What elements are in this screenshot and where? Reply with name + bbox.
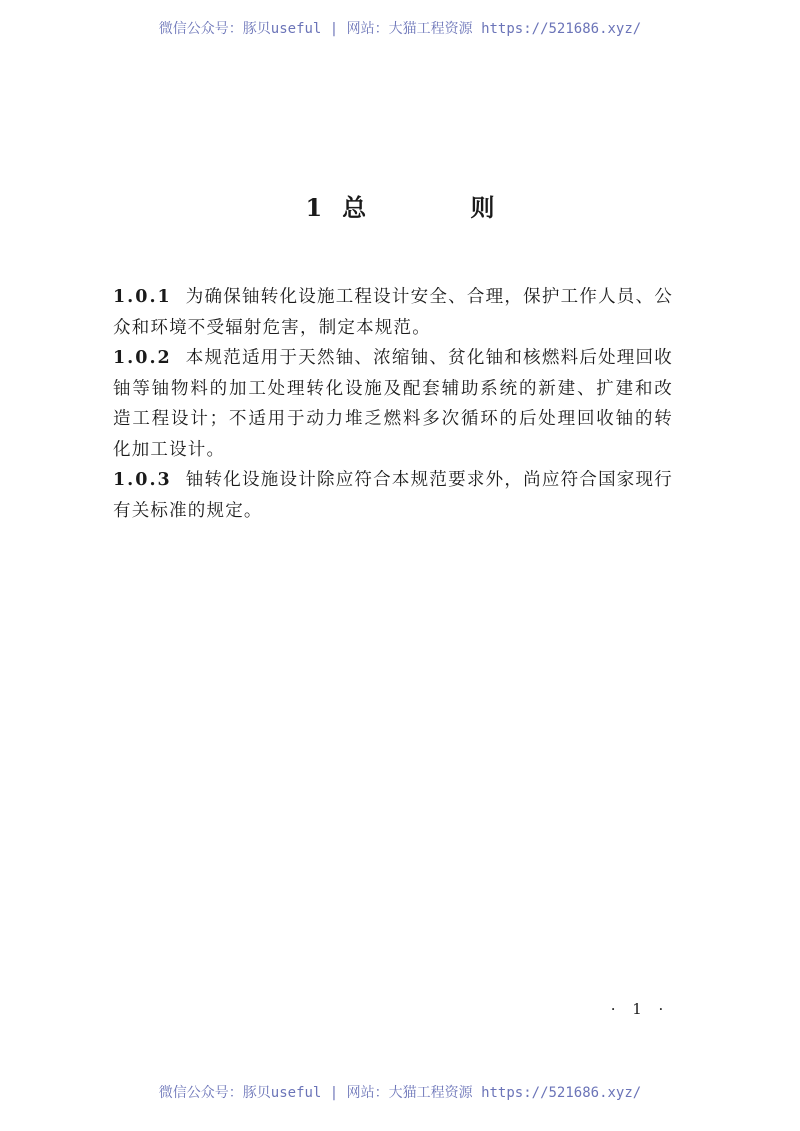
watermark-top: 微信公众号：豚贝useful | 网站：大猫工程资源 https://521686.xyz/ <box>158 21 642 37</box>
chapter-heading: 总 则 <box>342 193 543 222</box>
page-number: · 1 · <box>610 1000 670 1018</box>
clause-number: 1.0.3 <box>113 470 172 490</box>
clause-text: 本规范适用于天然铀、浓缩铀、贫化铀和核燃料后处理回收铀等铀物料的加工处理转化设施及配套辅助系统的新建、扩建和改造工程设计；不适用于动力堆乏燃料多次循环的后处理回收铀的转化加工设计。 <box>113 348 673 460</box>
watermark-bottom: 微信公众号：豚贝useful | 网站：大猫工程资源 https://521686.xyz/ <box>158 1085 642 1101</box>
chapter-number: 1 <box>305 193 325 222</box>
clause-list <box>113 282 673 526</box>
clause-1-0-3 <box>113 465 673 526</box>
clause-1-0-1 <box>113 282 673 343</box>
clause-number: 1.0.2 <box>113 348 172 368</box>
clause-text: 为确保铀转化设施工程设计安全、合理，保护工作人员、公众和环境不受辐射危害，制定本规范。 <box>113 287 673 338</box>
clause-1-0-2 <box>113 343 673 465</box>
clause-number: 1.0.1 <box>113 287 172 307</box>
clause-text: 铀转化设施设计除应符合本规范要求外，尚应符合国家现行有关标准的规定。 <box>113 470 673 521</box>
chapter-title <box>0 188 800 223</box>
